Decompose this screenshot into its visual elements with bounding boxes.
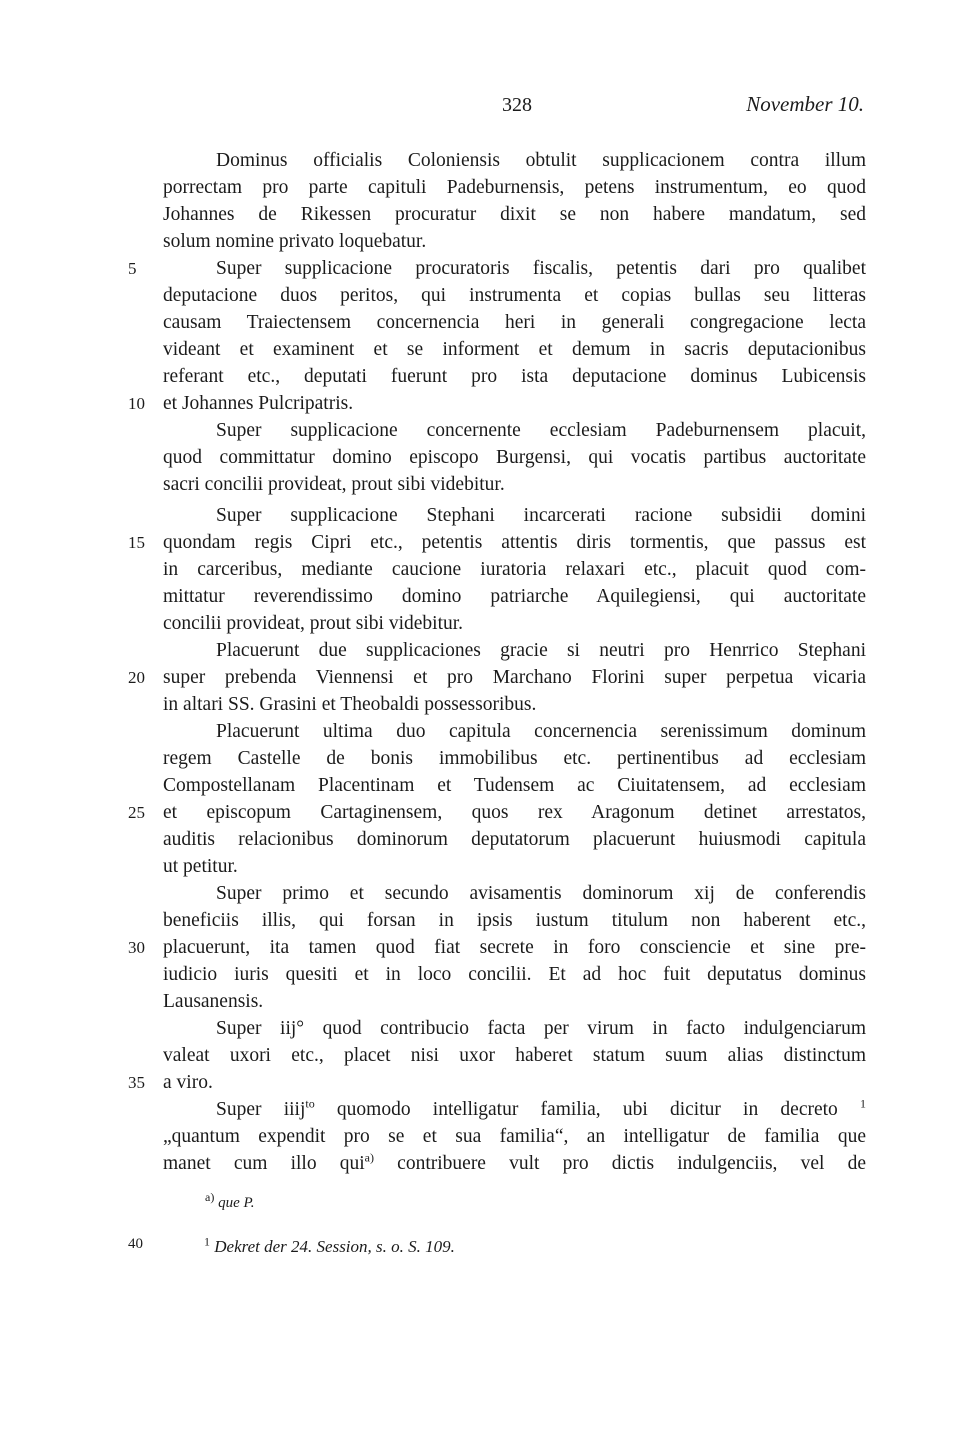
superscript: to	[305, 1096, 315, 1111]
running-head: November 10.	[746, 92, 864, 116]
text-line: Compostellanam Placentinam et Tudensem ac Ciuitatensem, ad ecclesiam	[163, 775, 866, 796]
text-line: „quantum expendit pro se et sua familia“, an intelligatur de familia que	[163, 1126, 866, 1147]
text-line: valeat uxori etc., placet nisi uxor haberet statum suum alias distinctum	[163, 1045, 866, 1066]
line-number: 30	[128, 938, 145, 957]
text-line: Lausanensis.	[163, 991, 264, 1012]
line-number: 20	[128, 668, 145, 687]
footnote-text: que P.	[218, 1195, 255, 1211]
text-line: et episcopum Cartaginensem, quos rex Aragonum detinet arrestatos,	[163, 802, 866, 823]
line-number: 10	[128, 394, 145, 413]
text-segment: manet cum illo qui	[163, 1153, 365, 1174]
text-line: auditis relacionibus dominorum deputatorum placuerunt huiusmodi capitula	[163, 829, 866, 850]
text-line: regem Castelle de bonis immobilibus etc. pertinentibus ad ecclesiam	[163, 748, 866, 769]
text-line: quondam regis Cipri etc., petentis attentis diris tormentis, que passus est	[163, 532, 866, 553]
footnote-mark: 1	[204, 1234, 210, 1249]
text-line: Dominus officialis Coloniensis obtulit supplicacionem contra illum	[216, 150, 866, 171]
footnote-mark: a)	[205, 1190, 215, 1204]
text-line: deputacione duos peritos, qui instrumenta et copias bullas seu litteras	[163, 285, 866, 306]
line-number: 35	[128, 1073, 145, 1092]
text-line: Johannes de Rikessen procuratur dixit se non habere mandatum, sed	[163, 204, 866, 225]
text-line: referant etc., deputati fuerunt pro ista deputacione dominus Lubicensis	[163, 366, 866, 387]
text-line: et Johannes Pulcripatris.	[163, 393, 354, 414]
line-number: 15	[128, 533, 145, 552]
variant-footnote	[205, 1192, 254, 1214]
text-line: Super supplicacione procuratoris fiscalis, petentis dari pro qualibet	[216, 258, 866, 279]
text-line: in altari SS. Grasini et Theobaldi possessoribus.	[163, 694, 537, 715]
text-line: iudicio iuris quesiti et in loco concilii. Et ad hoc fuit deputatus dominus	[163, 964, 866, 985]
text-line: placuerunt, ita tamen quod fiat secrete in foro consciencie et sine pre-	[163, 937, 866, 958]
text-line: in carceribus, mediante caucione iuratoria relaxari etc., placuit quod com-	[163, 559, 866, 580]
text-line: quod committatur domino episcopo Burgensi, qui vocatis partibus auctoritate	[163, 447, 866, 468]
text-line: videant et examinent et se informent et demum in sacris deputacionibus	[163, 339, 866, 360]
text-segment: Super iiij	[216, 1099, 306, 1120]
text-line: solum nomine privato loquebatur.	[163, 231, 427, 252]
text-line: super prebenda Viennensi et pro Marchano Florini super perpetua vicaria	[163, 667, 866, 688]
line-number: 25	[128, 803, 145, 822]
text-line	[216, 1097, 866, 1123]
text-line: Super supplicacione concernente ecclesiam Padeburnensem placuit,	[216, 420, 866, 441]
text-line: concilii provideat, prout sibi videbitur.	[163, 613, 464, 634]
text-line: ut petitur.	[163, 856, 238, 877]
footnote-text: Dekret der 24. Session, s. o. S. 109.	[214, 1237, 455, 1256]
text-line: Super supplicacione Stephani incarcerati racione subsidii domini	[216, 505, 866, 526]
text-line: Placuerunt due supplicaciones gracie si neutri pro Henrrico Stephani	[216, 640, 866, 661]
reference-footnote	[204, 1236, 455, 1258]
line-number: 40	[128, 1236, 143, 1252]
text-line: beneficiis illis, qui forsan in ipsis iustum titulum non haberent etc.,	[163, 910, 866, 931]
line-number: 5	[128, 259, 137, 278]
variant-ref: a)	[364, 1150, 374, 1165]
text-line: sacri concilii provideat, prout sibi videbitur.	[163, 474, 505, 495]
text-line: porrectam pro parte capituli Padeburnensis, petens instrumentum, eo quod	[163, 177, 866, 198]
text-line: Placuerunt ultima duo capitula concernencia serenissimum dominum	[216, 721, 866, 742]
text-line: Super iij° quod contribucio facta per virum in facto indulgenciarum	[216, 1018, 866, 1039]
text-segment: contribuere vult pro dictis indulgenciis, vel de	[374, 1153, 867, 1174]
text-segment: quomodo intelligatur familia, ubi dicitur in decreto	[314, 1099, 838, 1120]
footnote-ref: 1	[860, 1096, 866, 1111]
text-line	[163, 1151, 866, 1177]
page-number: 328	[502, 94, 532, 116]
text-line: causam Traiectensem concernencia heri in generali congregacione lecta	[163, 312, 866, 333]
text-line: a viro.	[163, 1072, 213, 1093]
text-line: mittatur reverendissimo domino patriarche Aquilegiensi, qui auctoritate	[163, 586, 866, 607]
text-line: Super primo et secundo avisamentis dominorum xij de conferendis	[216, 883, 866, 904]
